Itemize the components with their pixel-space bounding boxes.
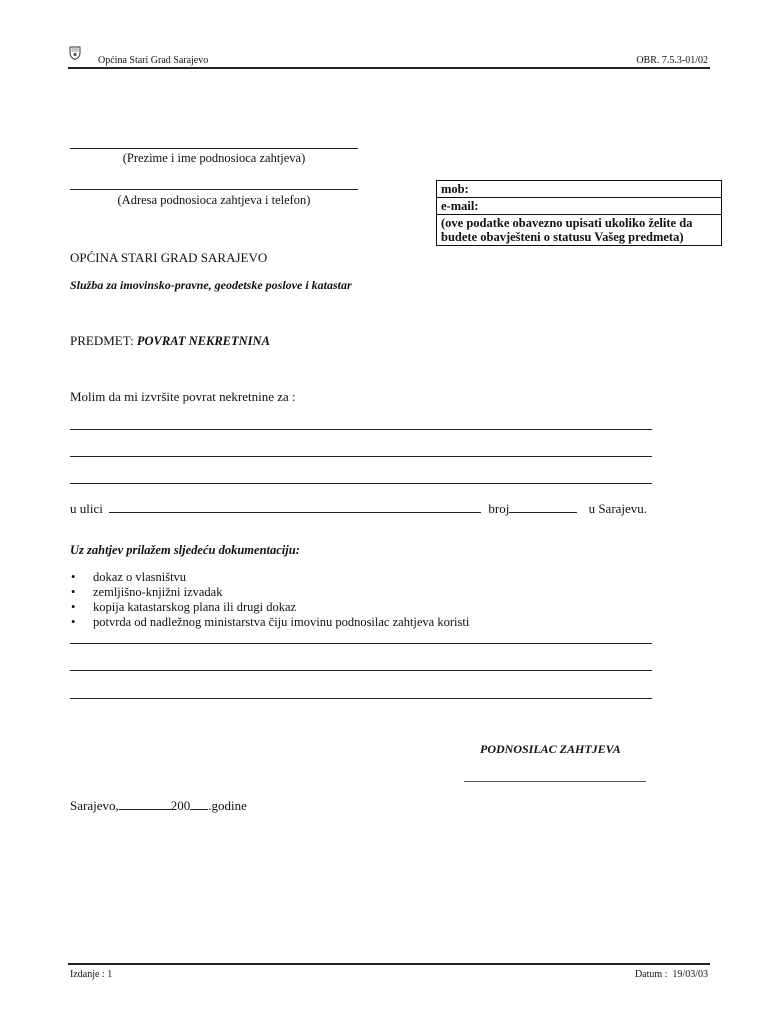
header-form-code: OBR. 7.5.3-01/02	[636, 55, 708, 66]
contact-note: (ove podatke obavezno upisati ukoliko želite da budete obavješteni o statusu Vašeg predmeta)	[441, 216, 693, 244]
signature-line[interactable]	[464, 781, 646, 782]
header-municipality: Općina Stari Grad Sarajevo	[98, 55, 209, 66]
attachments-line-2[interactable]	[70, 670, 652, 671]
contact-info-box	[436, 180, 722, 246]
date-line	[70, 798, 247, 814]
date-suffix: .godine	[208, 798, 247, 813]
mob-label: mob:	[441, 182, 469, 196]
footer-rule	[68, 963, 710, 965]
email-label: e-mail:	[441, 199, 479, 213]
date-year-prefix: 200	[170, 798, 191, 813]
bullet-icon: •	[71, 615, 76, 629]
addressee-office: OPĆINA STARI GRAD SARAJEVO	[70, 250, 268, 265]
coat-of-arms-icon	[69, 46, 81, 60]
applicant-name-caption: (Prezime i ime podnosioca zahtjeva)	[122, 151, 306, 165]
date-year-field[interactable]	[190, 798, 208, 810]
footer-edition: Izdanje : 1	[70, 969, 113, 980]
date-city: Sarajevo,	[70, 798, 119, 813]
number-label: broj	[488, 501, 510, 516]
attachments-line-3[interactable]	[70, 698, 652, 699]
subject-label: PREDMET:	[70, 333, 134, 348]
list-item: • zemljišno-knjižni izvadak	[71, 585, 223, 599]
mob-field[interactable]	[437, 181, 721, 198]
street-label: u ulici	[70, 501, 103, 516]
request-intro: Molim da mi izvršite povrat nekretnine za :	[70, 389, 296, 404]
applicant-address-caption: (Adresa podnosioca zahtjeva i telefon)	[117, 193, 311, 207]
bullet-icon: •	[71, 585, 76, 599]
addressee-department: Služba za imovinsko-pravne, geodetske poslove i katastar	[70, 278, 352, 292]
request-line-2[interactable]	[70, 456, 652, 457]
subject-value: POVRAT NEKRETNINA	[136, 334, 270, 348]
request-line-3[interactable]	[70, 483, 652, 484]
request-line-1[interactable]	[70, 429, 652, 430]
subject-line	[70, 333, 270, 349]
number-field[interactable]	[509, 501, 577, 513]
street-field[interactable]	[109, 501, 481, 513]
bullet-icon: •	[71, 600, 76, 614]
list-item: • potvrda od nadležnog ministarstva čiju imovinu podnosilac zahtjeva koristi	[71, 615, 470, 629]
city-text: u Sarajevu.	[588, 501, 648, 516]
street-row	[70, 501, 647, 517]
list-item: • dokaz o vlasništvu	[71, 570, 187, 584]
list-item: • kopija katastarskog plana ili drugi dokaz	[71, 600, 297, 614]
header-rule	[68, 67, 710, 69]
attachments-line-1[interactable]	[70, 643, 652, 644]
attachments-heading: Uz zahtjev prilažem sljedeću dokumentaciju:	[70, 543, 300, 557]
email-field[interactable]	[437, 198, 721, 215]
date-day-field[interactable]	[119, 798, 171, 810]
applicant-name-line[interactable]	[70, 148, 358, 149]
signature-label: PODNOSILAC ZAHTJEVA	[480, 742, 621, 756]
footer-date: Datum : 19/03/03	[634, 969, 708, 980]
bullet-icon: •	[71, 570, 76, 584]
applicant-address-line[interactable]	[70, 189, 358, 190]
attachments-list	[70, 570, 469, 630]
